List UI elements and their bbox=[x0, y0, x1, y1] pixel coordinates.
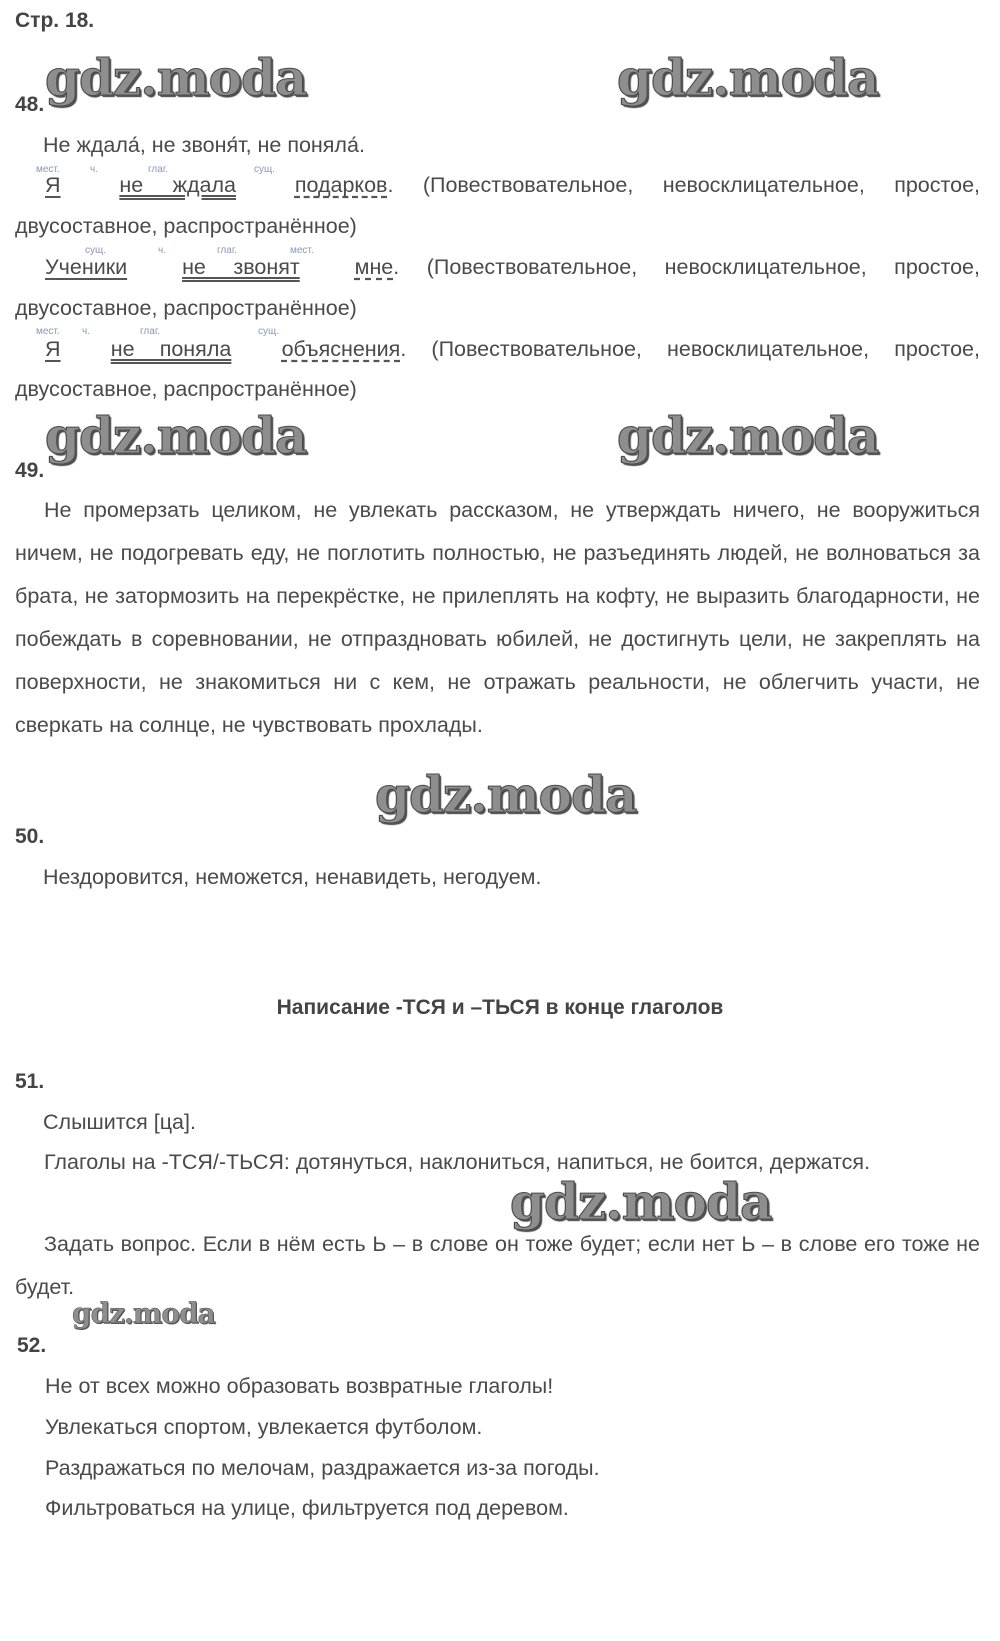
watermark: gdz.moda bbox=[510, 1172, 772, 1231]
ex49-text: Не промерзать целиком, не увлекать рассказом, не утверждать ничего, не вооружиться ничем, не подогревать еду, не поглотить полностью, не разъединять людей, не волноваться за брата, не затормозить на перекрёстке, не прилеплять на кофту, не выразить благодарности, не побеждать в соревновании, не отпраздновать юбилей, не достигнуть цели, не закреплять на поверхности, не знакомиться ни с кем, не отражать реальности, не облегчить участи, не сверкать на солнце, не чувствовать прохлады. bbox=[15, 498, 980, 737]
watermark: gdz.moda bbox=[375, 765, 637, 824]
subject: Я bbox=[45, 173, 61, 197]
ex48-line: Не ждала́, не звоня́т, не поняла́. bbox=[43, 133, 365, 157]
exercise-50-number: 50. bbox=[15, 825, 45, 848]
sentence-description: двусоставное, распространённое) bbox=[15, 296, 357, 320]
subject: Я bbox=[45, 337, 61, 361]
ex48-sentence-3 bbox=[45, 337, 980, 362]
sentence-description: . (Повествовательное, невосклицательное, простое, bbox=[400, 337, 980, 361]
watermark: gdz.moda bbox=[72, 1297, 215, 1330]
subject: Ученики bbox=[45, 255, 128, 279]
ex50-text: Нездоровится, неможется, ненавидеть, негодуем. bbox=[43, 865, 542, 889]
predicate: не поняла bbox=[110, 337, 232, 361]
pos-annotation: мест. bbox=[290, 245, 314, 256]
ex48-sentence-1 bbox=[45, 173, 980, 198]
ex51-paragraph: Задать вопрос. Если в нём есть Ь – в слове он тоже будет; если нет Ь – в слове его тоже не будет. bbox=[15, 1232, 980, 1299]
pos-annotation: ч. bbox=[90, 164, 98, 175]
ex48-sentence-2 bbox=[45, 255, 980, 280]
pos-annotation: глаг. bbox=[217, 245, 238, 256]
exercise-51-number: 51. bbox=[15, 1070, 45, 1093]
page-number: Стр. 18. bbox=[15, 9, 95, 32]
exercise-48-number: 48. bbox=[15, 93, 45, 116]
pos-annotation: сущ. bbox=[254, 164, 276, 175]
ex52-line: Увлекаться спортом, увлекается футболом. bbox=[45, 1415, 483, 1439]
pos-annotation: мест. bbox=[36, 164, 60, 175]
ex51-paragraph: Глаголы на -ТСЯ/-ТЬСЯ: дотянуться, наклониться, напиться, не боится, держатся. bbox=[44, 1150, 871, 1174]
sentence-description: . (Повествовательное, невосклицательное, простое, bbox=[393, 255, 980, 279]
section-title: Написание -ТСЯ и –ТЬСЯ в конце глаголов bbox=[276, 996, 724, 1019]
object: объяснения bbox=[281, 337, 401, 361]
watermark: gdz.moda bbox=[45, 48, 307, 107]
pos-annotation: мест. bbox=[36, 326, 60, 337]
watermark: gdz.moda bbox=[45, 406, 307, 465]
ex52-line: Фильтроваться на улице, фильтруется под деревом. bbox=[45, 1496, 569, 1520]
ex52-line: Раздражаться по мелочам, раздражается из-за погоды. bbox=[45, 1456, 600, 1480]
predicate: не ждала bbox=[119, 173, 236, 197]
predicate: не звонят bbox=[182, 255, 300, 279]
pos-annotation: глаг. bbox=[140, 326, 161, 337]
object: мне bbox=[354, 255, 394, 279]
pos-annotation: сущ. bbox=[258, 326, 280, 337]
sentence-description: двусоставное, распространённое) bbox=[15, 214, 357, 238]
exercise-52-number: 52. bbox=[17, 1334, 47, 1357]
exercise-49-number: 49. bbox=[15, 459, 45, 482]
watermark: gdz.moda bbox=[617, 48, 879, 107]
sentence-description: . (Повествовательное, невосклицательное, простое, bbox=[387, 173, 980, 197]
ex51-line: Слышится [ца]. bbox=[43, 1110, 196, 1134]
ex52-line: Не от всех можно образовать возвратные глаголы! bbox=[45, 1374, 554, 1398]
watermark: gdz.moda bbox=[617, 406, 879, 465]
pos-annotation: ч. bbox=[82, 326, 90, 337]
object: подарков bbox=[294, 173, 388, 197]
pos-annotation: сущ. bbox=[85, 245, 107, 256]
pos-annotation: глаг. bbox=[148, 164, 169, 175]
sentence-description: двусоставное, распространённое) bbox=[15, 377, 357, 401]
pos-annotation: ч. bbox=[158, 245, 166, 256]
